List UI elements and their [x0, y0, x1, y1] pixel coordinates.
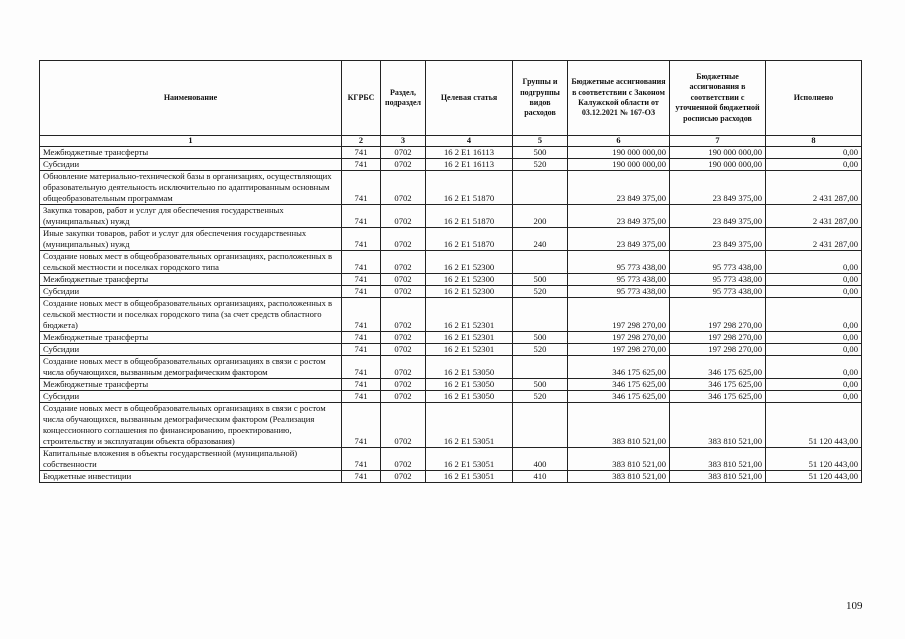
cell-refined-allocation: 346 175 625,00	[670, 379, 766, 391]
cell-name: Создание новых мест в общеобразовательных организациях в связи с ростом числа обучающихся, вызванным демографическим фактором	[40, 356, 342, 379]
cell-kgrbs: 741	[342, 286, 381, 298]
cell-law-allocation: 23 849 375,00	[568, 171, 670, 205]
cell-refined-allocation: 197 298 270,00	[670, 344, 766, 356]
cell-target-article: 16 2 E1 53051	[426, 403, 513, 448]
cell-expense-group: 400	[513, 448, 568, 471]
table-row	[40, 274, 862, 286]
table-row	[40, 159, 862, 171]
cell-target-article: 16 2 E1 16113	[426, 159, 513, 171]
cell-executed: 0,00	[766, 286, 862, 298]
cell-target-article: 16 2 E1 51870	[426, 205, 513, 228]
cell-executed: 2 431 287,00	[766, 228, 862, 251]
cell-expense-group: 520	[513, 391, 568, 403]
cell-expense-group	[513, 298, 568, 332]
cell-refined-allocation: 95 773 438,00	[670, 251, 766, 274]
table-row	[40, 171, 862, 205]
table-header-row	[40, 61, 862, 136]
cell-expense-group: 500	[513, 332, 568, 344]
cell-name: Капитальные вложения в объекты государственной (муниципальной) собственности	[40, 448, 342, 471]
cell-target-article: 16 2 E1 52301	[426, 298, 513, 332]
cell-executed: 2 431 287,00	[766, 171, 862, 205]
cell-refined-allocation: 197 298 270,00	[670, 298, 766, 332]
cell-target-article: 16 2 E1 53050	[426, 356, 513, 379]
cell-kgrbs: 741	[342, 159, 381, 171]
cell-section: 0702	[381, 344, 426, 356]
column-number: 4	[426, 136, 513, 147]
cell-target-article: 16 2 E1 51870	[426, 171, 513, 205]
cell-refined-allocation: 190 000 000,00	[670, 159, 766, 171]
cell-refined-allocation: 95 773 438,00	[670, 274, 766, 286]
column-number: 7	[670, 136, 766, 147]
cell-law-allocation: 197 298 270,00	[568, 298, 670, 332]
header-refined-allocations: Бюджетные ассигнования в соответствии с уточненной бюджетной росписью расходов	[670, 61, 766, 136]
column-number: 2	[342, 136, 381, 147]
cell-executed: 0,00	[766, 332, 862, 344]
column-number-row	[40, 136, 862, 147]
column-number: 6	[568, 136, 670, 147]
cell-kgrbs: 741	[342, 332, 381, 344]
cell-executed: 0,00	[766, 251, 862, 274]
header-name: Наименование	[40, 61, 342, 136]
table-row	[40, 379, 862, 391]
cell-expense-group: 520	[513, 286, 568, 298]
cell-refined-allocation: 383 810 521,00	[670, 448, 766, 471]
cell-refined-allocation: 346 175 625,00	[670, 356, 766, 379]
cell-name: Субсидии	[40, 286, 342, 298]
cell-executed: 51 120 443,00	[766, 448, 862, 471]
header-executed: Исполнено	[766, 61, 862, 136]
cell-section: 0702	[381, 274, 426, 286]
cell-law-allocation: 383 810 521,00	[568, 448, 670, 471]
cell-kgrbs: 741	[342, 356, 381, 379]
cell-refined-allocation: 95 773 438,00	[670, 286, 766, 298]
table-row	[40, 147, 862, 159]
cell-section: 0702	[381, 251, 426, 274]
cell-kgrbs: 741	[342, 251, 381, 274]
table-body	[40, 147, 862, 483]
cell-section: 0702	[381, 471, 426, 483]
cell-executed: 0,00	[766, 379, 862, 391]
cell-expense-group	[513, 171, 568, 205]
cell-expense-group: 240	[513, 228, 568, 251]
cell-law-allocation: 346 175 625,00	[568, 356, 670, 379]
cell-expense-group	[513, 251, 568, 274]
cell-target-article: 16 2 E1 53050	[426, 391, 513, 403]
cell-executed: 0,00	[766, 298, 862, 332]
table-row	[40, 228, 862, 251]
cell-section: 0702	[381, 298, 426, 332]
table-row	[40, 344, 862, 356]
cell-section: 0702	[381, 403, 426, 448]
cell-expense-group: 500	[513, 379, 568, 391]
cell-section: 0702	[381, 391, 426, 403]
cell-target-article: 16 2 E1 53051	[426, 448, 513, 471]
cell-kgrbs: 741	[342, 205, 381, 228]
cell-law-allocation: 95 773 438,00	[568, 251, 670, 274]
cell-target-article: 16 2 E1 52301	[426, 332, 513, 344]
cell-law-allocation: 190 000 000,00	[568, 147, 670, 159]
cell-name: Закупка товаров, работ и услуг для обеспечения государственных (муниципальных) нужд	[40, 205, 342, 228]
table-row	[40, 448, 862, 471]
cell-refined-allocation: 383 810 521,00	[670, 403, 766, 448]
cell-section: 0702	[381, 147, 426, 159]
cell-target-article: 16 2 E1 52301	[426, 344, 513, 356]
header-expense-group: Группы и подгруппы видов расходов	[513, 61, 568, 136]
cell-refined-allocation: 197 298 270,00	[670, 332, 766, 344]
cell-law-allocation: 23 849 375,00	[568, 205, 670, 228]
table-row	[40, 251, 862, 274]
cell-name: Субсидии	[40, 344, 342, 356]
cell-target-article: 16 2 E1 52300	[426, 286, 513, 298]
cell-kgrbs: 741	[342, 448, 381, 471]
cell-kgrbs: 741	[342, 298, 381, 332]
cell-law-allocation: 95 773 438,00	[568, 274, 670, 286]
cell-executed: 0,00	[766, 159, 862, 171]
table-row	[40, 391, 862, 403]
cell-kgrbs: 741	[342, 391, 381, 403]
cell-expense-group	[513, 403, 568, 448]
cell-target-article: 16 2 E1 52300	[426, 251, 513, 274]
cell-name: Межбюджетные трансферты	[40, 147, 342, 159]
cell-refined-allocation: 190 000 000,00	[670, 147, 766, 159]
cell-section: 0702	[381, 171, 426, 205]
cell-refined-allocation: 23 849 375,00	[670, 171, 766, 205]
header-section: Раздел, подраздел	[381, 61, 426, 136]
cell-section: 0702	[381, 228, 426, 251]
cell-refined-allocation: 23 849 375,00	[670, 205, 766, 228]
cell-name: Иные закупки товаров, работ и услуг для обеспечения государственных (муниципальных) нужд	[40, 228, 342, 251]
cell-name: Создание новых мест в общеобразовательных организациях в связи с ростом числа обучающихся, вызванным демографическим фактором (Реализация концессионного соглашения по финансированию, проектированию, строительству и эксплуатации объекта образования)	[40, 403, 342, 448]
column-number: 3	[381, 136, 426, 147]
cell-executed: 0,00	[766, 356, 862, 379]
cell-executed: 0,00	[766, 147, 862, 159]
cell-section: 0702	[381, 332, 426, 344]
cell-refined-allocation: 23 849 375,00	[670, 228, 766, 251]
cell-name: Межбюджетные трансферты	[40, 274, 342, 286]
cell-kgrbs: 741	[342, 403, 381, 448]
cell-section: 0702	[381, 379, 426, 391]
cell-law-allocation: 383 810 521,00	[568, 403, 670, 448]
cell-refined-allocation: 346 175 625,00	[670, 391, 766, 403]
cell-executed: 0,00	[766, 344, 862, 356]
cell-kgrbs: 741	[342, 171, 381, 205]
cell-refined-allocation: 383 810 521,00	[670, 471, 766, 483]
cell-executed: 51 120 443,00	[766, 403, 862, 448]
cell-target-article: 16 2 E1 52300	[426, 274, 513, 286]
cell-kgrbs: 741	[342, 147, 381, 159]
cell-target-article: 16 2 E1 51870	[426, 228, 513, 251]
cell-expense-group	[513, 356, 568, 379]
header-law-allocations: Бюджетные ассигнования в соответствии с Законом Калужской области от 03.12.2021 № 167-ОЗ	[568, 61, 670, 136]
cell-name: Создание новых мест в общеобразовательных организациях, расположенных в сельской местности и поселках городского типа (за счет средств областного бюджета)	[40, 298, 342, 332]
budget-table	[39, 60, 862, 483]
cell-kgrbs: 741	[342, 274, 381, 286]
cell-law-allocation: 197 298 270,00	[568, 332, 670, 344]
cell-section: 0702	[381, 448, 426, 471]
cell-executed: 0,00	[766, 391, 862, 403]
cell-name: Бюджетные инвестиции	[40, 471, 342, 483]
cell-law-allocation: 383 810 521,00	[568, 471, 670, 483]
table-row	[40, 332, 862, 344]
cell-law-allocation: 190 000 000,00	[568, 159, 670, 171]
cell-name: Субсидии	[40, 159, 342, 171]
table-row	[40, 286, 862, 298]
table-row	[40, 471, 862, 483]
cell-kgrbs: 741	[342, 228, 381, 251]
cell-expense-group: 500	[513, 274, 568, 286]
cell-expense-group: 520	[513, 159, 568, 171]
cell-section: 0702	[381, 159, 426, 171]
header-target-article: Целевая статья	[426, 61, 513, 136]
cell-expense-group: 520	[513, 344, 568, 356]
cell-law-allocation: 95 773 438,00	[568, 286, 670, 298]
cell-section: 0702	[381, 205, 426, 228]
cell-section: 0702	[381, 286, 426, 298]
page-number: 109	[846, 600, 863, 612]
cell-target-article: 16 2 E1 53051	[426, 471, 513, 483]
cell-kgrbs: 741	[342, 344, 381, 356]
cell-name: Межбюджетные трансферты	[40, 379, 342, 391]
cell-kgrbs: 741	[342, 379, 381, 391]
cell-target-article: 16 2 E1 16113	[426, 147, 513, 159]
cell-name: Субсидии	[40, 391, 342, 403]
cell-name: Создание новых мест в общеобразовательных организациях, расположенных в сельской местности и поселках городского типа	[40, 251, 342, 274]
cell-name: Межбюджетные трансферты	[40, 332, 342, 344]
column-number: 1	[40, 136, 342, 147]
cell-executed: 2 431 287,00	[766, 205, 862, 228]
cell-expense-group: 410	[513, 471, 568, 483]
cell-expense-group: 500	[513, 147, 568, 159]
cell-law-allocation: 23 849 375,00	[568, 228, 670, 251]
cell-executed: 51 120 443,00	[766, 471, 862, 483]
cell-law-allocation: 197 298 270,00	[568, 344, 670, 356]
table-row	[40, 403, 862, 448]
cell-target-article: 16 2 E1 53050	[426, 379, 513, 391]
cell-executed: 0,00	[766, 274, 862, 286]
table-row	[40, 356, 862, 379]
cell-law-allocation: 346 175 625,00	[568, 379, 670, 391]
table-row	[40, 205, 862, 228]
header-kgrbs: КГРБС	[342, 61, 381, 136]
cell-kgrbs: 741	[342, 471, 381, 483]
cell-law-allocation: 346 175 625,00	[568, 391, 670, 403]
column-number: 8	[766, 136, 862, 147]
cell-section: 0702	[381, 356, 426, 379]
cell-expense-group: 200	[513, 205, 568, 228]
table-row	[40, 298, 862, 332]
cell-name: Обновление материально-технической базы в организациях, осуществляющих образовательную деятельность исключительно по адаптированным основным общеобразовательным программам	[40, 171, 342, 205]
column-number: 5	[513, 136, 568, 147]
